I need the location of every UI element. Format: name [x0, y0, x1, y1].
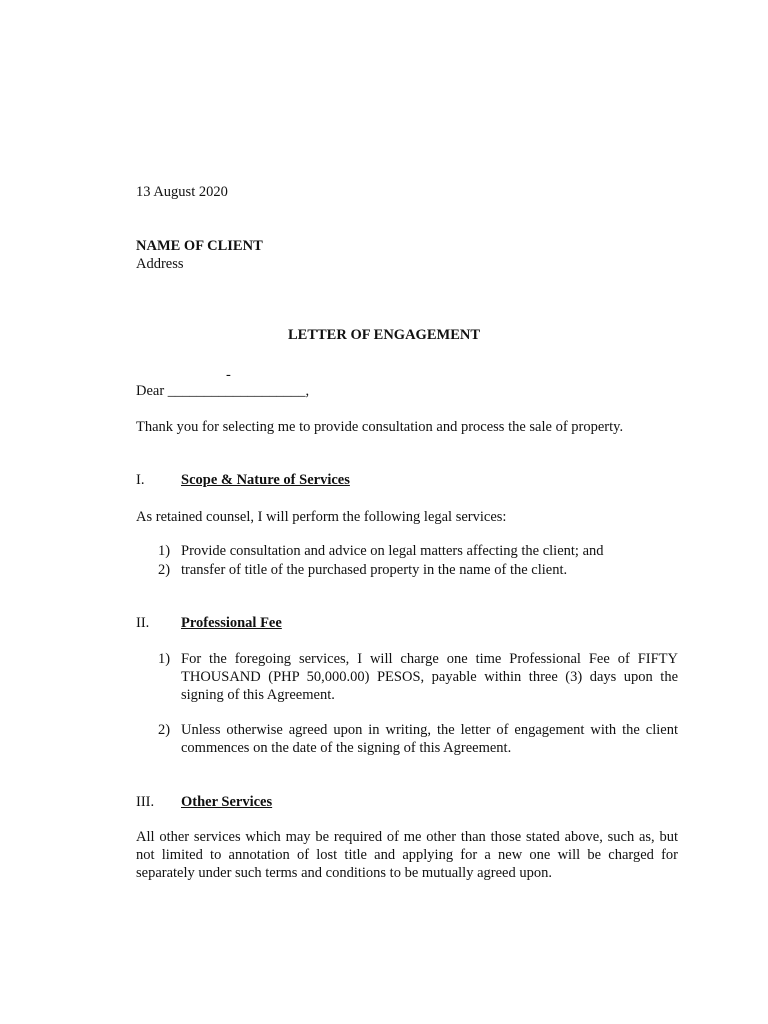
salutation-mark: - [226, 367, 231, 383]
list-item-text: transfer of title of the purchased property in the name of the client. [181, 562, 568, 578]
section-3-body: All other services which may be required of me other than those stated above, such as, but not limited to annotation of lost title and applying for a new one will be charged for separately under such terms and conditions to be mutually agreed upon. [136, 829, 678, 881]
section-1-lead: As retained counsel, I will perform the following legal services: [136, 509, 507, 525]
list-item-number: 1) [158, 543, 171, 559]
document-title: LETTER OF ENGAGEMENT [287, 327, 481, 343]
section-2-numeral: II. [136, 615, 150, 631]
section-3-heading: Other Services [181, 794, 273, 810]
list-item-text: Provide consultation and advice on legal matters affecting the client; and [181, 543, 604, 559]
section-1-heading: Scope & Nature of Services [181, 472, 350, 488]
list-item [158, 561, 678, 579]
section-3-numeral: III. [136, 794, 155, 810]
section-1-numeral: I. [136, 472, 145, 488]
list-item [158, 650, 678, 704]
section-2-heading: Professional Fee [181, 615, 282, 631]
list-item [158, 721, 678, 757]
list-item-number: 2) [158, 722, 171, 738]
list-item-number: 2) [158, 562, 171, 578]
list-item [158, 542, 678, 560]
client-name: NAME OF CLIENT [136, 238, 263, 254]
list-item-text: Unless otherwise agreed upon in writing, the letter of engagement with the client commences on the date of the signing of this Agreement. [181, 722, 678, 756]
list-item-text: For the foregoing services, I will charge one time Professional Fee of FIFTY THOUSAND (PHP 50,000.00) PESOS, payable within three (3) days upon the signing of this Agreement. [181, 651, 678, 703]
list-item-number: 1) [158, 651, 171, 667]
salutation: Dear ___________________, [136, 383, 310, 399]
intro-paragraph: Thank you for selecting me to provide consultation and process the sale of property. [136, 419, 624, 435]
letter-date: 13 August 2020 [136, 184, 228, 200]
client-address: Address [136, 256, 184, 272]
